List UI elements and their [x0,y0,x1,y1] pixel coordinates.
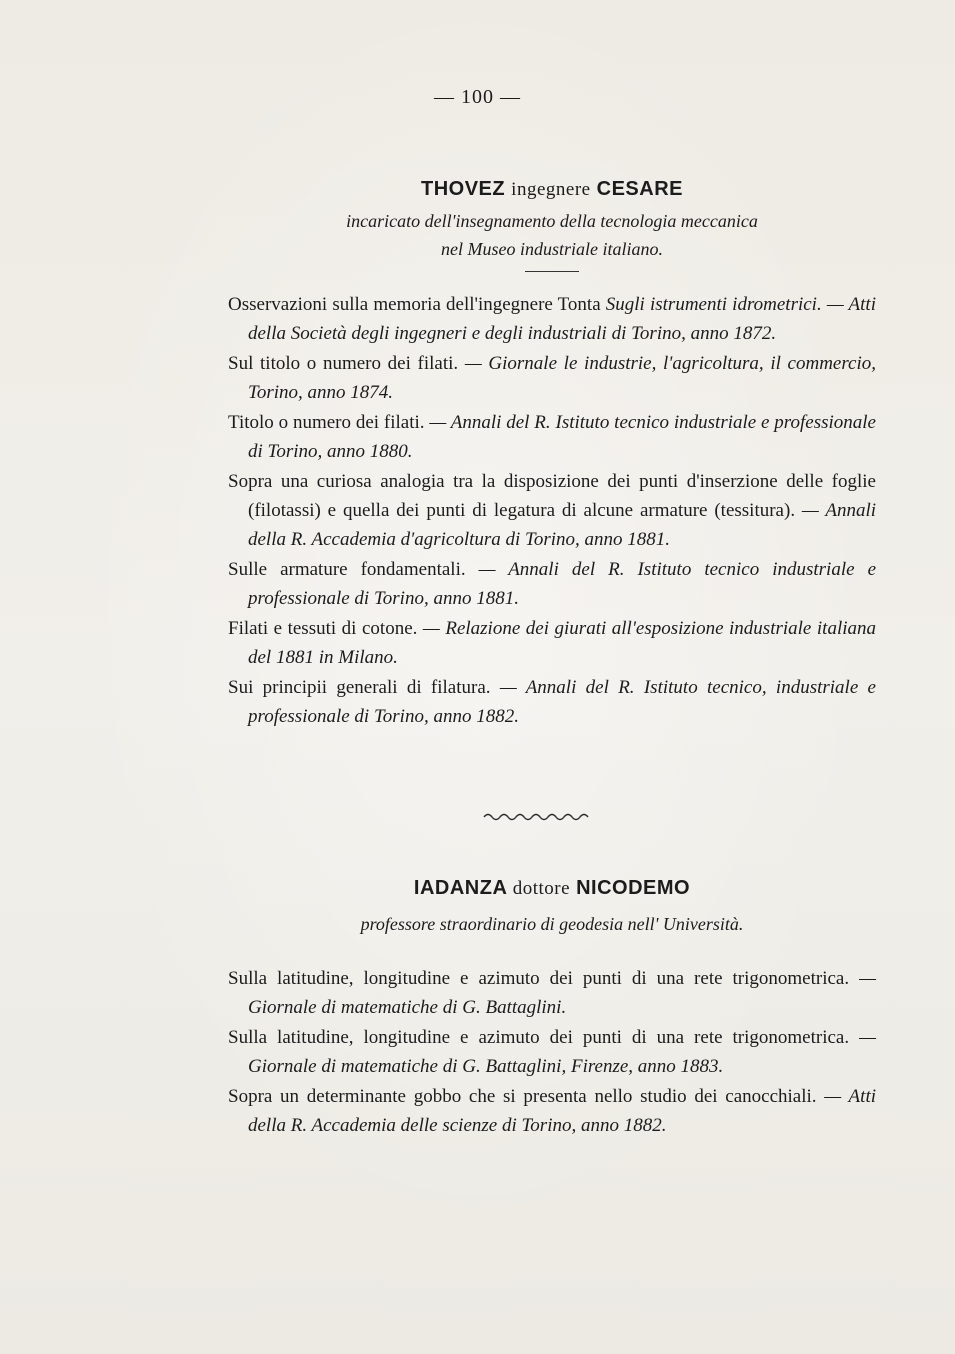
role-line: professore straordinario di geodesia nell' Università. [360,914,744,934]
publication-entry [228,467,876,554]
entry-title: Sulla latitudine, longitudine e azimuto dei punti di una rete trigonometrica. [228,968,850,989]
publication-list [228,964,876,1140]
author-section-thovez [228,174,876,732]
role-line: incaricato dell'insegnamento della tecnologia meccanica [346,211,758,231]
publication-entry [228,408,876,466]
entry-source: — Annali del R. Istituto tecnico, industriale e professionale di Torino, anno 1882. [248,677,876,727]
entry-source: — Annali del R. Istituto tecnico industriale e professionale di Torino, anno 1881. [248,559,877,609]
publication-entry [228,349,876,407]
entry-source: — Annali del R. Istituto tecnico industriale e professionale di Torino, anno 1880. [248,412,876,462]
entry-title: Sui principii generali di filatura. [228,677,491,698]
publication-entry [228,614,876,672]
publication-entry [228,964,876,1022]
author-first-name: NICODEMO [576,877,691,899]
entry-title: Titolo o numero dei filati. [228,412,425,433]
page-number: — 100 — [434,86,521,108]
author-surname: IADANZA [413,877,507,899]
wavy-ornament-icon [482,810,592,824]
entry-source: — Giornale di matematiche di G. Battaglini. [248,968,876,1018]
entry-source: — Atti della R. Accademia delle scienze di Torino, anno 1882. [248,1086,876,1136]
publication-entry [228,673,876,731]
author-role [228,910,876,938]
author-role [228,207,876,263]
entry-source: — Relazione dei giurati all'esposizione industriale italiana del 1881 in Milano. [248,618,876,668]
entry-title: Filati e tessuti di cotone. [228,618,418,639]
entry-source: — Giornale di matematiche di G. Battaglini, Firenze, anno 1883. [248,1027,876,1077]
entry-title: Osservazioni sulla memoria dell'ingegnere Tonta [228,294,606,315]
publication-list [228,290,876,731]
entry-source: — Atti della Società degli ingegneri e degli industriali di Torino, anno 1872. [248,294,876,344]
author-section-iadanza [228,873,876,1141]
entry-title: Sulle armature fondamentali. [228,559,466,580]
entry-title: Sulla latitudine, longitudine e azimuto dei punti di una rete trigonometrica. [228,1027,850,1048]
publication-entry [228,1082,876,1140]
entry-title-italic: Sugli istrumenti idrometrici. [605,294,822,315]
author-title: ingegnere [511,179,591,200]
entry-source: — Giornale le industrie, l'agricoltura, il commercio, Torino, anno 1874. [248,353,877,403]
entry-source: — Annali della R. Accademia d'agricoltura di Torino, anno 1881. [248,500,877,550]
author-surname: THOVEZ [420,178,506,200]
publication-entry [228,290,876,348]
entry-title: Sopra una curiosa analogia tra la disposizione dei punti d'inserzione delle foglie (filotassi) e quella dei punti di legatura di alcune armature (tessitura). [228,471,876,521]
entry-title: Sopra un determinante gobbo che si presenta nello studio dei canocchiali. [228,1086,817,1107]
entry-title: Sul titolo o numero dei filati. [228,353,459,374]
author-first-name: CESARE [596,178,683,200]
author-title: dottore [512,878,571,899]
role-line: nel Museo industriale italiano. [441,239,663,259]
author-heading [228,174,876,205]
publication-entry [228,1023,876,1081]
divider-rule [525,271,579,272]
publication-entry [228,555,876,613]
author-heading [228,873,876,904]
